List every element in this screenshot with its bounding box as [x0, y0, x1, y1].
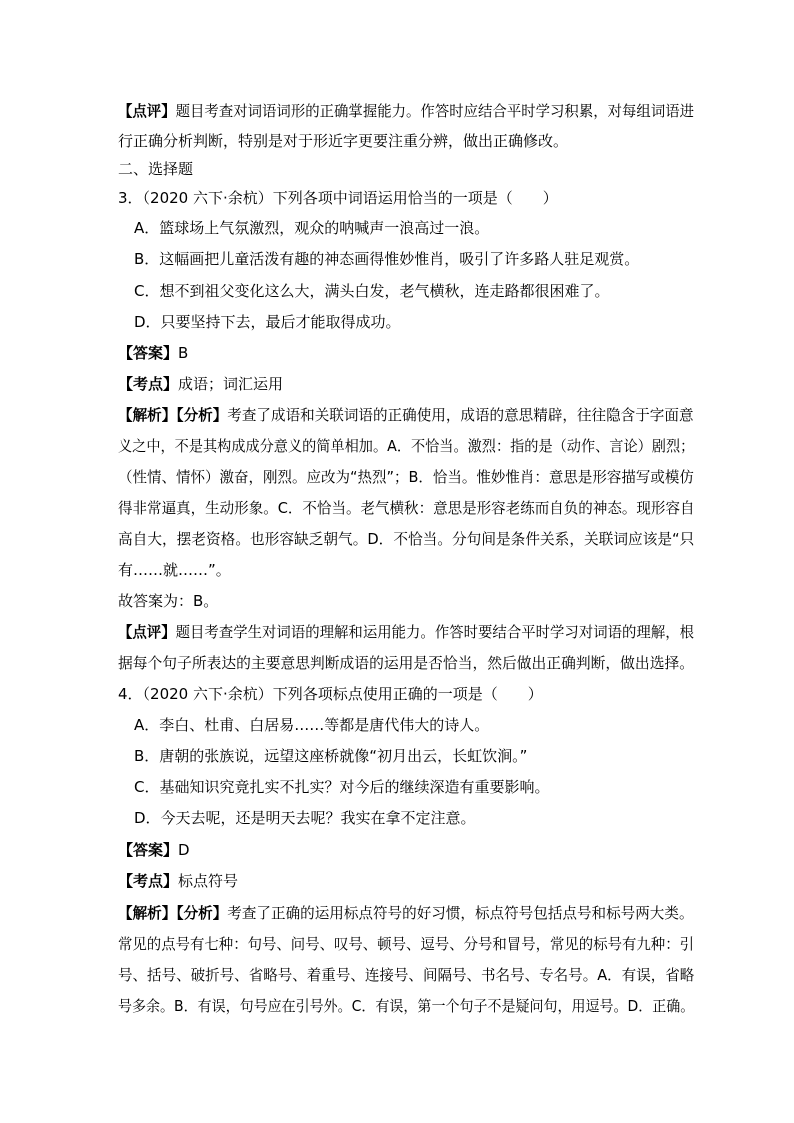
- point-value: 成语；词汇运用: [178, 375, 284, 393]
- q3-comment-line-2: 据每个句子所表达的主要意思判断成语的运用是否恰当，然后做出正确判断，做出选择。: [118, 654, 695, 672]
- answer-value: B: [178, 344, 189, 362]
- q3-analysis-line-2: [118, 436, 695, 456]
- analysis-text: 号多余。B．有误，句号应在引号外。C．有误，第一个句子不是疑问句，用逗号。D．正确。: [118, 997, 695, 1015]
- q4-analysis-line-4: [118, 996, 695, 1016]
- analysis-tag: 【解析】【分析】: [118, 406, 228, 424]
- q3-option-c: C．想不到祖父变化这么大，满头白发，老气横秋，连走路都很困难了。: [134, 282, 610, 300]
- comment-text: 题目考查对词语词形的正确掌握能力。作答时应结合平时学习积累，对每组词语进: [175, 102, 695, 120]
- q4-analysis-line-3: [118, 965, 695, 985]
- analysis-text: 号、括号、破折号、省略号、着重号、连接号、间隔号、书名号、专名号。A．有误，省略: [118, 966, 695, 984]
- q4-point: [118, 871, 238, 891]
- q2-comment-line-1: [118, 101, 695, 121]
- q4-option-c: C．基础知识究竟扎实不扎实？对今后的继续深造有重要影响。: [134, 778, 550, 796]
- answer-value: D: [178, 841, 190, 859]
- comment-tag: 【点评】: [118, 102, 176, 120]
- q4-answer: [118, 840, 190, 860]
- analysis-text: 考查了正确的运用标点符号的好习惯，标点符号包括点号和标号两大类。: [227, 904, 694, 922]
- q3-analysis-line-1: [118, 405, 694, 425]
- q3-analysis-line-5: [118, 529, 695, 549]
- q4-option-b: B．唐朝的张族说，远望这座桥就像“初月出云，长虹饮涧。”: [134, 747, 528, 765]
- section-heading: 二、选择题: [118, 160, 194, 178]
- comment-tag: 【点评】: [118, 623, 176, 641]
- q3-option-d: D．只要坚持下去，最后才能取得成功。: [134, 313, 401, 331]
- q3-final-answer: 故答案为：B。: [118, 592, 219, 610]
- analysis-text: 得非常逼真，生动形象。C．不恰当。老气横秋：意思是形容老练而自负的神态。现形容自: [118, 499, 695, 517]
- q2-comment-line-2: 行正确分析判断，特别是对于形近字更要注重分辨，做出正确修改。: [118, 132, 569, 150]
- q4-option-a: A．李白、杜甫、白居易……等都是唐代伟大的诗人。: [134, 716, 490, 734]
- answer-tag: 【答案】: [118, 344, 179, 362]
- q3-answer: [118, 343, 188, 363]
- q4-analysis-line-1: [118, 903, 694, 923]
- analysis-text: 义之中，不是其构成成分意义的简单相加。A．不恰当。激烈：指的是（动作、言论）剧烈；: [118, 437, 695, 455]
- point-tag: 【考点】: [118, 872, 179, 890]
- analysis-text: 考查了成语和关联词语的正确使用，成语的意思精辟，往往隐含于字面意: [227, 406, 694, 424]
- q4-analysis-line-2: [118, 934, 695, 954]
- q3-analysis-line-3: [118, 467, 694, 487]
- q3-option-a: A．篮球场上气氛激烈，观众的呐喊声一浪高过一浪。: [134, 219, 490, 237]
- q3-analysis-line-4: [118, 498, 695, 518]
- q4-option-d: D．今天去呢，还是明天去呢？我实在拿不定注意。: [134, 809, 476, 827]
- question-4-stem: 4．（2020 六下·余杭）下列各项标点使用正确的一项是（ ）: [118, 685, 543, 703]
- analysis-text: 常见的点号有七种：句号、问号、叹号、顿号、逗号、分号和冒号，常见的标号有九种：引: [118, 935, 695, 953]
- comment-text: 题目考查学生对词语的理解和运用能力。作答时要结合平时学习对词语的理解，根: [175, 623, 695, 641]
- question-3-stem: 3．（2020 六下·余杭）下列各项中词语运用恰当的一项是（ ）: [118, 189, 558, 207]
- analysis-text: 高自大，摆老资格。也形容缺乏朝气。D．不恰当。分句间是条件关系，关联词应该是“只: [118, 530, 695, 548]
- answer-tag: 【答案】: [118, 841, 179, 859]
- analysis-tag: 【解析】【分析】: [118, 904, 228, 922]
- point-tag: 【考点】: [118, 375, 179, 393]
- analysis-text: （性情、情怀）激奋，刚烈。应改为“热烈”；B．恰当。惟妙惟肖：意思是形容描写或模仿: [118, 468, 694, 486]
- q3-comment-line-1: [118, 622, 695, 642]
- q3-point: [118, 374, 283, 394]
- q3-option-b: B．这幅画把儿童活泼有趣的神态画得惟妙惟肖，吸引了许多路人驻足观赏。: [134, 250, 640, 268]
- q3-analysis-line-6: 有……就……”。: [118, 561, 231, 579]
- point-value: 标点符号: [178, 872, 239, 890]
